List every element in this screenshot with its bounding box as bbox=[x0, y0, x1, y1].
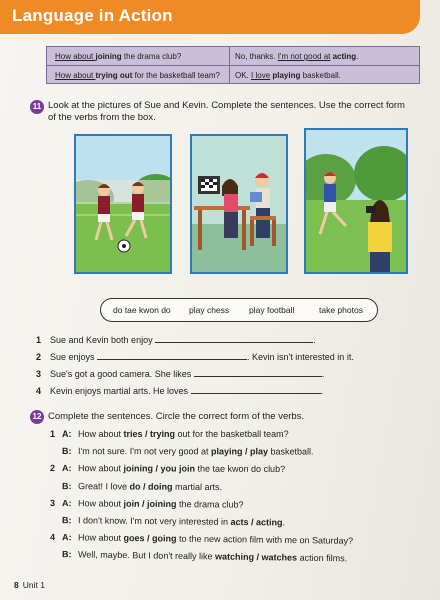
section-title: Language in Action bbox=[12, 6, 173, 25]
word-option: play football bbox=[249, 305, 295, 315]
word-option: play chess bbox=[189, 305, 230, 315]
verb-choice[interactable]: goes / going bbox=[123, 533, 177, 544]
unit-label: Unit 1 bbox=[22, 580, 45, 590]
exercise-12-line: B: Well, maybe. But I don't really like watching / watches action films. bbox=[61, 549, 348, 564]
chess-illustration bbox=[192, 136, 286, 272]
word-option: do tae kwon do bbox=[113, 305, 171, 315]
exercise-12-number: 12 bbox=[30, 410, 44, 424]
exercise-12-line: 1 A: How about tries / trying out for the basketball team? bbox=[50, 429, 289, 439]
verb-choice[interactable]: acts / acting bbox=[230, 516, 283, 528]
ref-cell-r2c2: OK. I love playing basketball. bbox=[235, 71, 341, 80]
language-reference-table bbox=[46, 46, 420, 84]
exercise-12-instruction: Complete the sentences. Circle the correct form of the verbs. bbox=[48, 411, 305, 422]
exercise-11-item: 2 Sue enjoys . Kevin isn't interested in it. bbox=[36, 352, 354, 362]
verb-choice[interactable]: joining / you join bbox=[123, 463, 196, 474]
verb-choice[interactable]: do / doing bbox=[129, 481, 173, 492]
exercise-12-line: 2 A: How about joining / you join the tae kwon do club? bbox=[49, 463, 286, 475]
ref-cell-r2c1: How about trying out for the basketball team? bbox=[55, 71, 220, 80]
word-box bbox=[100, 298, 378, 322]
picture-photos bbox=[304, 128, 408, 274]
answer-blank[interactable] bbox=[191, 385, 321, 394]
page-number: 8 bbox=[14, 580, 19, 590]
verb-choice[interactable]: playing / play bbox=[210, 446, 269, 457]
answer-blank[interactable] bbox=[194, 368, 322, 377]
football-illustration bbox=[76, 136, 170, 272]
verb-choice[interactable]: watching / watches bbox=[215, 551, 298, 564]
section-header bbox=[0, 0, 420, 34]
exercise-11-number: 11 bbox=[30, 100, 44, 114]
photos-illustration bbox=[306, 130, 406, 272]
verb-choice[interactable]: tries / trying bbox=[123, 429, 176, 439]
picture-football bbox=[74, 134, 172, 274]
picture-chess bbox=[190, 134, 288, 274]
page-footer bbox=[14, 580, 45, 590]
exercise-12-line: 4 A: How about goes / going to the new action film with me on Saturday? bbox=[49, 532, 354, 546]
exercise-11-item: 3 Sue's got a good camera. She likes . bbox=[36, 369, 325, 379]
answer-blank[interactable] bbox=[97, 351, 247, 360]
ref-cell-r1c2: No, thanks. I'm not good at acting. bbox=[235, 52, 359, 61]
exercise-11-instruction: Look at the pictures of Sue and Kevin. Complete the sentences. Use the correct form of the verbs from the box. bbox=[48, 100, 405, 123]
exercise-11-item: 1 Sue and Kevin both enjoy . bbox=[36, 335, 316, 345]
verb-choice[interactable]: join / joining bbox=[123, 498, 177, 509]
exercise-12-line: B: Great! I love do / doing martial arts. bbox=[61, 480, 223, 492]
word-option: take photos bbox=[319, 305, 363, 315]
exercise-12-line: B: I'm not sure. I'm not very good at playing / play basketball. bbox=[61, 446, 314, 457]
exercise-12-line: B: I don't know. I'm not very interested in acts / acting. bbox=[61, 515, 286, 528]
ref-cell-r1c1: How about joining the drama club? bbox=[55, 52, 182, 61]
exercise-11-item: 4 Kevin enjoys martial arts. He loves . bbox=[36, 386, 324, 396]
exercise-12-line: 3 A: How about join / joining the drama club? bbox=[49, 497, 244, 510]
answer-blank[interactable] bbox=[155, 334, 313, 343]
